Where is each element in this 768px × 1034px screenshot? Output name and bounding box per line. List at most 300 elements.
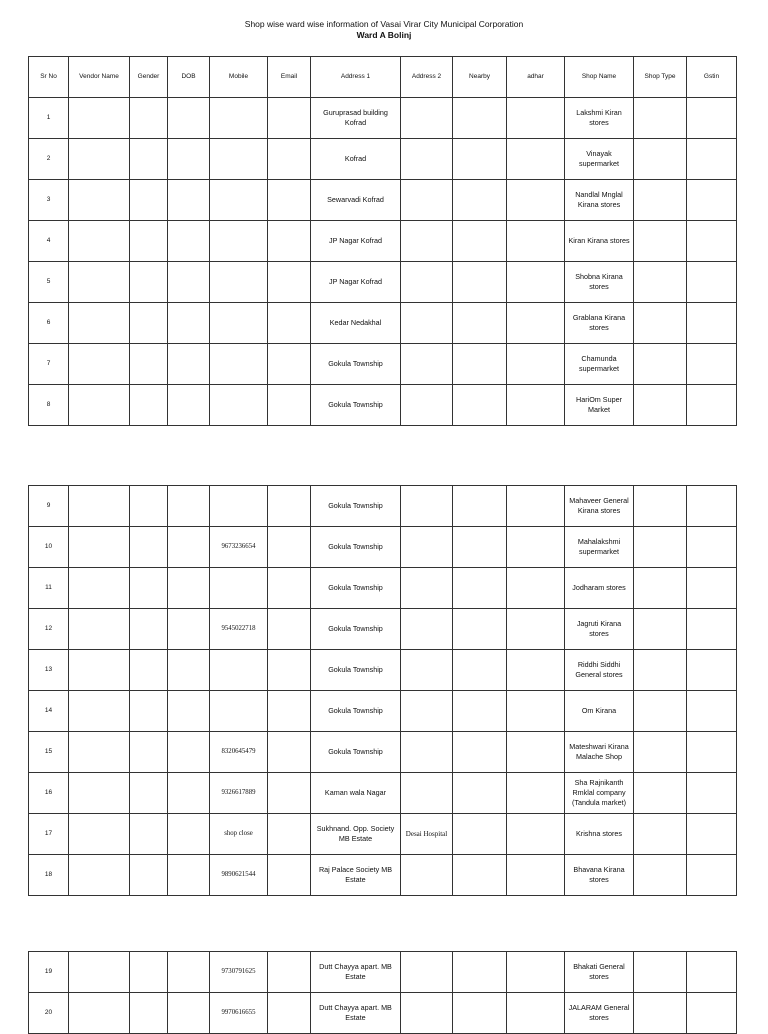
cell-sr-no: 6 xyxy=(29,303,69,344)
header-row xyxy=(29,57,737,98)
cell-email xyxy=(268,855,311,896)
cell-gender xyxy=(130,303,168,344)
cell-shop-type xyxy=(634,609,687,650)
cell-gender xyxy=(130,993,168,1034)
cell-gstin xyxy=(687,221,737,262)
cell-nearby xyxy=(453,486,507,527)
cell-adhar xyxy=(507,732,565,773)
cell-email xyxy=(268,568,311,609)
cell-shop-type xyxy=(634,527,687,568)
cell-shop-name: Jagruti Kirana stores xyxy=(565,609,634,650)
cell-gstin xyxy=(687,650,737,691)
cell-dob xyxy=(168,180,210,221)
cell-email xyxy=(268,344,311,385)
cell-address-1: JP Nagar Kofrad xyxy=(311,262,401,303)
cell-vendor-name xyxy=(69,303,130,344)
cell-address-1: Gokula Township xyxy=(311,691,401,732)
cell-sr-no: 4 xyxy=(29,221,69,262)
cell-vendor-name xyxy=(69,568,130,609)
cell-address-2 xyxy=(401,385,453,426)
cell-gender xyxy=(130,568,168,609)
table-row xyxy=(29,385,737,426)
cell-shop-type xyxy=(634,221,687,262)
cell-address-2 xyxy=(401,691,453,732)
cell-email xyxy=(268,180,311,221)
cell-dob xyxy=(168,139,210,180)
cell-nearby xyxy=(453,385,507,426)
cell-shop-type xyxy=(634,344,687,385)
cell-mobile xyxy=(210,568,268,609)
cell-dob xyxy=(168,385,210,426)
cell-email xyxy=(268,993,311,1034)
cell-adhar xyxy=(507,262,565,303)
cell-email xyxy=(268,527,311,568)
cell-gender xyxy=(130,486,168,527)
cell-email xyxy=(268,98,311,139)
cell-email xyxy=(268,773,311,814)
cell-gender xyxy=(130,732,168,773)
cell-shop-type xyxy=(634,180,687,221)
cell-address-1: Gokula Township xyxy=(311,650,401,691)
cell-mobile: shop close xyxy=(210,814,268,855)
table-row xyxy=(29,814,737,855)
cell-address-1: Gokula Township xyxy=(311,344,401,385)
cell-address-2 xyxy=(401,773,453,814)
cell-sr-no: 2 xyxy=(29,139,69,180)
cell-address-2 xyxy=(401,993,453,1034)
cell-address-1: Dutt Chayya apart. MB Estate xyxy=(311,952,401,993)
cell-mobile xyxy=(210,691,268,732)
cell-shop-name: JALARAM General stores xyxy=(565,993,634,1034)
table-row xyxy=(29,344,737,385)
cell-dob xyxy=(168,650,210,691)
cell-nearby xyxy=(453,855,507,896)
cell-shop-name: Jodharam stores xyxy=(565,568,634,609)
cell-address-2 xyxy=(401,650,453,691)
cell-adhar xyxy=(507,385,565,426)
cell-gender xyxy=(130,180,168,221)
cell-address-2 xyxy=(401,344,453,385)
cell-gender xyxy=(130,952,168,993)
cell-nearby xyxy=(453,773,507,814)
cell-email xyxy=(268,221,311,262)
cell-adhar xyxy=(507,98,565,139)
cell-adhar xyxy=(507,691,565,732)
cell-adhar xyxy=(507,650,565,691)
cell-shop-type xyxy=(634,139,687,180)
cell-vendor-name xyxy=(69,855,130,896)
col-header: Address 1 xyxy=(311,57,401,98)
cell-gender xyxy=(130,814,168,855)
cell-shop-name: Bhakati General stores xyxy=(565,952,634,993)
cell-nearby xyxy=(453,180,507,221)
cell-vendor-name xyxy=(69,732,130,773)
cell-shop-name: Lakshmi Kiran stores xyxy=(565,98,634,139)
cell-gender xyxy=(130,855,168,896)
cell-dob xyxy=(168,952,210,993)
cell-gstin xyxy=(687,814,737,855)
cell-mobile: 9326617889 xyxy=(210,773,268,814)
cell-sr-no: 12 xyxy=(29,609,69,650)
cell-shop-type xyxy=(634,993,687,1034)
cell-shop-name: Vinayak supermarket xyxy=(565,139,634,180)
cell-vendor-name xyxy=(69,609,130,650)
cell-sr-no: 20 xyxy=(29,993,69,1034)
cell-address-1: Dutt Chayya apart. MB Estate xyxy=(311,993,401,1034)
cell-mobile xyxy=(210,262,268,303)
cell-gstin xyxy=(687,773,737,814)
cell-address-2 xyxy=(401,732,453,773)
cell-nearby xyxy=(453,262,507,303)
col-header: Shop Name xyxy=(565,57,634,98)
cell-adhar xyxy=(507,609,565,650)
table-row xyxy=(29,139,737,180)
cell-mobile xyxy=(210,650,268,691)
cell-gender xyxy=(130,691,168,732)
cell-mobile: 9545022718 xyxy=(210,609,268,650)
cell-sr-no: 15 xyxy=(29,732,69,773)
cell-email xyxy=(268,385,311,426)
cell-shop-name: Mahalakshmi supermarket xyxy=(565,527,634,568)
cell-dob xyxy=(168,814,210,855)
vendor-table-1 xyxy=(28,56,737,426)
cell-sr-no: 3 xyxy=(29,180,69,221)
cell-address-1: Gokula Township xyxy=(311,732,401,773)
table-row xyxy=(29,98,737,139)
cell-gender xyxy=(130,139,168,180)
cell-email xyxy=(268,486,311,527)
cell-nearby xyxy=(453,139,507,180)
col-header: Gstin xyxy=(687,57,737,98)
table-row xyxy=(29,527,737,568)
cell-dob xyxy=(168,609,210,650)
vendor-table-2 xyxy=(28,485,737,896)
cell-address-1: Kaman wala Nagar xyxy=(311,773,401,814)
cell-mobile: 9730791625 xyxy=(210,952,268,993)
cell-address-1: Kedar Nedakhal xyxy=(311,303,401,344)
cell-dob xyxy=(168,691,210,732)
cell-shop-name: HariOm Super Market xyxy=(565,385,634,426)
cell-nearby xyxy=(453,98,507,139)
cell-address-1: Sewarvadi Kofrad xyxy=(311,180,401,221)
cell-gender xyxy=(130,650,168,691)
cell-gender xyxy=(130,527,168,568)
table-row xyxy=(29,650,737,691)
cell-mobile xyxy=(210,180,268,221)
table-row xyxy=(29,691,737,732)
cell-shop-type xyxy=(634,303,687,344)
cell-nearby xyxy=(453,527,507,568)
cell-sr-no: 14 xyxy=(29,691,69,732)
cell-shop-type xyxy=(634,952,687,993)
cell-email xyxy=(268,609,311,650)
cell-shop-name: Nandlal Mnglal Kirana stores xyxy=(565,180,634,221)
cell-nearby xyxy=(453,568,507,609)
cell-mobile: 9890621544 xyxy=(210,855,268,896)
cell-address-2: Desai Hospital xyxy=(401,814,453,855)
cell-sr-no: 8 xyxy=(29,385,69,426)
cell-nearby xyxy=(453,221,507,262)
cell-mobile xyxy=(210,221,268,262)
cell-address-2 xyxy=(401,303,453,344)
cell-nearby xyxy=(453,732,507,773)
cell-shop-type xyxy=(634,385,687,426)
cell-vendor-name xyxy=(69,814,130,855)
cell-dob xyxy=(168,732,210,773)
ward-subtitle: Ward A Bolinj xyxy=(356,30,412,40)
cell-address-2 xyxy=(401,139,453,180)
cell-address-2 xyxy=(401,180,453,221)
cell-adhar xyxy=(507,773,565,814)
cell-email xyxy=(268,650,311,691)
cell-mobile: 9673236654 xyxy=(210,527,268,568)
cell-nearby xyxy=(453,993,507,1034)
cell-shop-type xyxy=(634,855,687,896)
cell-mobile xyxy=(210,139,268,180)
cell-email xyxy=(268,262,311,303)
cell-adhar xyxy=(507,344,565,385)
cell-adhar xyxy=(507,952,565,993)
cell-gender xyxy=(130,609,168,650)
cell-address-1: Sukhnand. Opp. Society MB Estate xyxy=(311,814,401,855)
col-header: Gender xyxy=(130,57,168,98)
table-row xyxy=(29,303,737,344)
col-header: Email xyxy=(268,57,311,98)
cell-adhar xyxy=(507,180,565,221)
cell-address-1: Gokula Township xyxy=(311,609,401,650)
cell-gender xyxy=(130,221,168,262)
cell-vendor-name xyxy=(69,98,130,139)
cell-address-1: Gokula Township xyxy=(311,527,401,568)
cell-mobile xyxy=(210,98,268,139)
cell-address-2 xyxy=(401,221,453,262)
cell-sr-no: 7 xyxy=(29,344,69,385)
cell-gender xyxy=(130,773,168,814)
col-header: Address 2 xyxy=(401,57,453,98)
cell-dob xyxy=(168,221,210,262)
cell-vendor-name xyxy=(69,527,130,568)
vendor-table-3 xyxy=(28,951,737,1034)
cell-vendor-name xyxy=(69,385,130,426)
cell-nearby xyxy=(453,650,507,691)
cell-mobile xyxy=(210,303,268,344)
title-line: Shop wise ward wise information of Vasai Virar City Municipal Corporation xyxy=(244,19,524,29)
table-row xyxy=(29,221,737,262)
cell-address-2 xyxy=(401,527,453,568)
cell-dob xyxy=(168,303,210,344)
cell-shop-type xyxy=(634,98,687,139)
cell-address-1: JP Nagar Kofrad xyxy=(311,221,401,262)
col-header: adhar xyxy=(507,57,565,98)
cell-shop-name: Mateshwari Kirana Malache Shop xyxy=(565,732,634,773)
cell-shop-type xyxy=(634,262,687,303)
cell-sr-no: 18 xyxy=(29,855,69,896)
cell-gender xyxy=(130,98,168,139)
col-header: Nearby xyxy=(453,57,507,98)
cell-sr-no: 9 xyxy=(29,486,69,527)
cell-nearby xyxy=(453,303,507,344)
cell-shop-name: Kiran Kirana stores xyxy=(565,221,634,262)
cell-email xyxy=(268,691,311,732)
table-row xyxy=(29,732,737,773)
cell-gstin xyxy=(687,262,737,303)
cell-adhar xyxy=(507,814,565,855)
cell-sr-no: 13 xyxy=(29,650,69,691)
cell-mobile xyxy=(210,344,268,385)
cell-shop-name: Krishna stores xyxy=(565,814,634,855)
cell-shop-name: Shobna Kirana stores xyxy=(565,262,634,303)
cell-address-1: Kofrad xyxy=(311,139,401,180)
cell-sr-no: 10 xyxy=(29,527,69,568)
cell-sr-no: 16 xyxy=(29,773,69,814)
cell-email xyxy=(268,303,311,344)
cell-gstin xyxy=(687,527,737,568)
cell-address-1: Gokula Township xyxy=(311,486,401,527)
cell-gender xyxy=(130,385,168,426)
cell-shop-type xyxy=(634,732,687,773)
cell-address-1: Gokula Township xyxy=(311,385,401,426)
cell-gstin xyxy=(687,139,737,180)
cell-shop-type xyxy=(634,814,687,855)
cell-email xyxy=(268,814,311,855)
cell-address-2 xyxy=(401,952,453,993)
cell-nearby xyxy=(453,344,507,385)
cell-nearby xyxy=(453,814,507,855)
cell-dob xyxy=(168,855,210,896)
cell-vendor-name xyxy=(69,221,130,262)
col-header: Shop Type xyxy=(634,57,687,98)
cell-adhar xyxy=(507,139,565,180)
col-header: DOB xyxy=(168,57,210,98)
col-header: Mobile xyxy=(210,57,268,98)
cell-adhar xyxy=(507,855,565,896)
cell-dob xyxy=(168,262,210,303)
cell-vendor-name xyxy=(69,691,130,732)
cell-address-2 xyxy=(401,98,453,139)
cell-shop-name: Chamunda supermarket xyxy=(565,344,634,385)
cell-gstin xyxy=(687,344,737,385)
cell-dob xyxy=(168,993,210,1034)
cell-dob xyxy=(168,568,210,609)
cell-gstin xyxy=(687,691,737,732)
cell-vendor-name xyxy=(69,952,130,993)
cell-sr-no: 17 xyxy=(29,814,69,855)
table-row xyxy=(29,773,737,814)
table-row xyxy=(29,993,737,1034)
cell-shop-type xyxy=(634,486,687,527)
cell-vendor-name xyxy=(69,773,130,814)
table-row xyxy=(29,568,737,609)
cell-address-2 xyxy=(401,609,453,650)
cell-shop-type xyxy=(634,691,687,732)
cell-adhar xyxy=(507,527,565,568)
cell-adhar xyxy=(507,993,565,1034)
cell-address-1: Guruprasad building Kofrad xyxy=(311,98,401,139)
cell-gstin xyxy=(687,952,737,993)
cell-adhar xyxy=(507,568,565,609)
cell-email xyxy=(268,732,311,773)
col-header: Vendor Name xyxy=(69,57,130,98)
cell-address-1: Gokula Township xyxy=(311,568,401,609)
cell-address-2 xyxy=(401,486,453,527)
cell-dob xyxy=(168,344,210,385)
cell-gender xyxy=(130,344,168,385)
cell-email xyxy=(268,952,311,993)
cell-email xyxy=(268,139,311,180)
cell-shop-type xyxy=(634,773,687,814)
cell-shop-name: Bhavana Kirana stores xyxy=(565,855,634,896)
table-row xyxy=(29,262,737,303)
document-title xyxy=(0,19,768,41)
cell-gstin xyxy=(687,303,737,344)
cell-dob xyxy=(168,773,210,814)
cell-shop-type xyxy=(634,568,687,609)
cell-shop-name: Grablana Kirana stores xyxy=(565,303,634,344)
table-row xyxy=(29,180,737,221)
cell-address-1: Raj Palace Society MB Estate xyxy=(311,855,401,896)
cell-gstin xyxy=(687,609,737,650)
cell-nearby xyxy=(453,609,507,650)
cell-address-2 xyxy=(401,568,453,609)
cell-mobile xyxy=(210,486,268,527)
cell-nearby xyxy=(453,952,507,993)
cell-address-2 xyxy=(401,855,453,896)
cell-gender xyxy=(130,262,168,303)
table-row xyxy=(29,609,737,650)
cell-gstin xyxy=(687,180,737,221)
cell-gstin xyxy=(687,98,737,139)
cell-vendor-name xyxy=(69,650,130,691)
col-header: Sr No xyxy=(29,57,69,98)
cell-dob xyxy=(168,527,210,568)
cell-gstin xyxy=(687,993,737,1034)
cell-shop-name: Om Kirana xyxy=(565,691,634,732)
cell-mobile xyxy=(210,385,268,426)
cell-vendor-name xyxy=(69,180,130,221)
cell-vendor-name xyxy=(69,993,130,1034)
cell-dob xyxy=(168,486,210,527)
cell-gstin xyxy=(687,385,737,426)
cell-mobile: 9970616655 xyxy=(210,993,268,1034)
cell-vendor-name xyxy=(69,486,130,527)
cell-shop-type xyxy=(634,650,687,691)
cell-sr-no: 19 xyxy=(29,952,69,993)
cell-vendor-name xyxy=(69,344,130,385)
cell-vendor-name xyxy=(69,139,130,180)
cell-gstin xyxy=(687,732,737,773)
cell-shop-name: Mahaveer General Kirana stores xyxy=(565,486,634,527)
cell-sr-no: 1 xyxy=(29,98,69,139)
table-row xyxy=(29,855,737,896)
cell-sr-no: 5 xyxy=(29,262,69,303)
cell-gstin xyxy=(687,568,737,609)
cell-nearby xyxy=(453,691,507,732)
cell-gstin xyxy=(687,855,737,896)
cell-mobile: 8320645479 xyxy=(210,732,268,773)
cell-vendor-name xyxy=(69,262,130,303)
cell-adhar xyxy=(507,303,565,344)
table-row xyxy=(29,952,737,993)
cell-adhar xyxy=(507,221,565,262)
cell-sr-no: 11 xyxy=(29,568,69,609)
cell-adhar xyxy=(507,486,565,527)
cell-gstin xyxy=(687,486,737,527)
cell-dob xyxy=(168,98,210,139)
table-row xyxy=(29,486,737,527)
cell-address-2 xyxy=(401,262,453,303)
cell-shop-name: Riddhi Siddhi General stores xyxy=(565,650,634,691)
cell-shop-name: Sha Rajnikanth Rmklal company (Tandula market) xyxy=(565,773,634,814)
